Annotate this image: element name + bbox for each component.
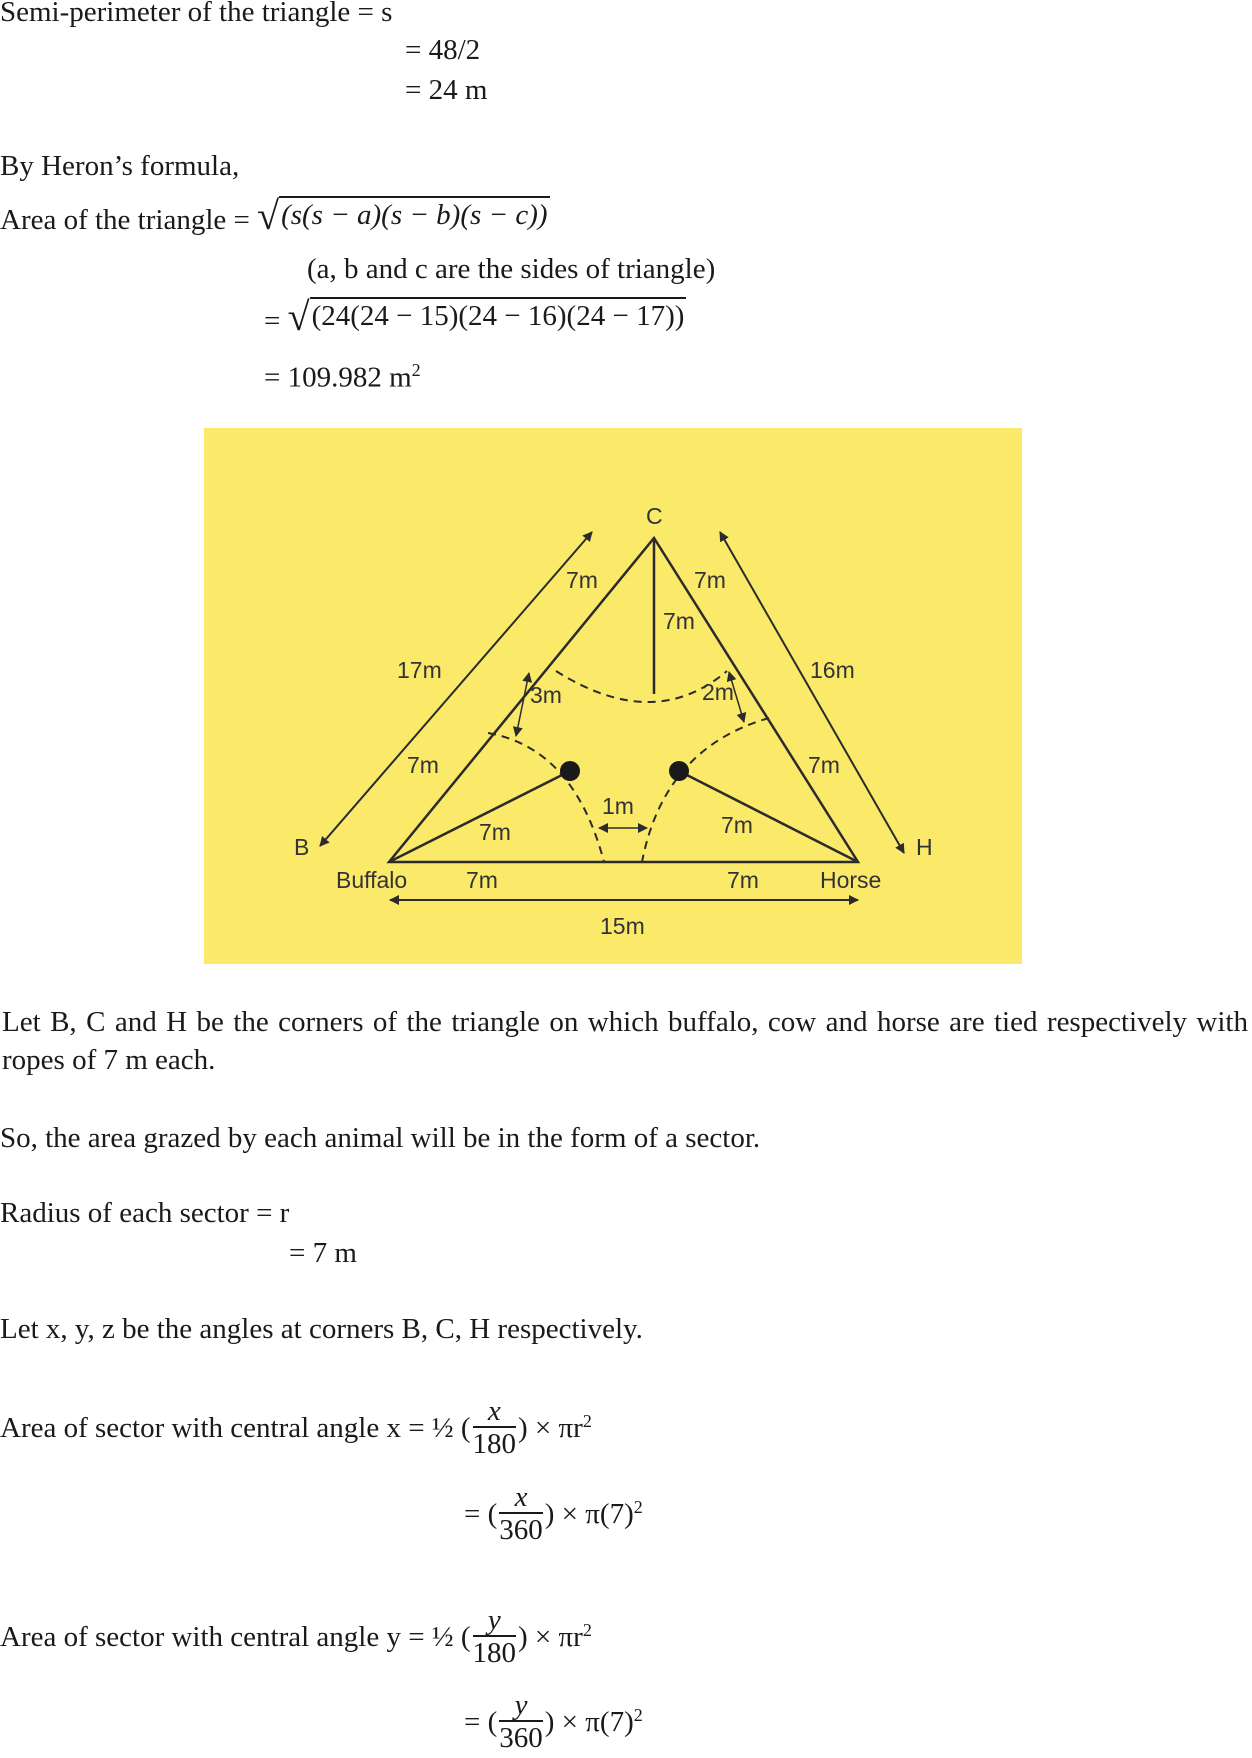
area-result — [264, 353, 421, 395]
sector-x2-tail: ) × π(7) — [544, 1498, 634, 1530]
label-c-vertical: 7m — [663, 608, 695, 634]
sector-y2-exponent: 2 — [633, 1705, 643, 1725]
label-ch-lower: 7m — [808, 752, 840, 778]
label-gap: 1m — [602, 793, 634, 819]
sector-y2-fraction — [499, 1690, 543, 1754]
label-h: H — [916, 834, 933, 860]
sector-y-numerator: y — [473, 1605, 517, 1637]
area-formula: (s(s − a)(s − b)(s − c)) — [279, 196, 549, 236]
sector-y2-numerator: y — [499, 1690, 543, 1722]
area-eq-prefix: = — [264, 305, 281, 337]
angles-line: Let x, y, z be the angles at corners B, C, H respectively. — [0, 1313, 643, 1345]
sqrt-formula — [257, 193, 549, 238]
sector-y-line — [0, 1603, 592, 1671]
label-h-rope: 7m — [721, 812, 753, 838]
semi-perimeter-line: Semi-perimeter of the triangle = s — [0, 0, 393, 28]
sector-y2-tail: ) × π(7) — [544, 1706, 634, 1738]
sector-x-line — [0, 1394, 592, 1462]
let-bch-paragraph: Let B, C and H be the corners of the triangle on which buffalo, cow and horse are tied respectively with ropes of 7 m each. — [2, 1006, 1248, 1076]
sector-x-fraction — [473, 1396, 517, 1460]
radius-value: = 7 m — [289, 1237, 357, 1269]
area-substitution-line — [264, 294, 686, 339]
label-b-rope: 7m — [479, 819, 511, 845]
label-base: 15m — [600, 913, 645, 939]
sector-x-exponent: 2 — [582, 1411, 592, 1431]
area-result-exponent: 2 — [411, 360, 421, 380]
sector-x-numerator: x — [473, 1396, 517, 1428]
area-substitution: (24(24 − 15)(24 − 16)(24 − 17)) — [310, 297, 687, 337]
area-result-text: = 109.982 m — [264, 361, 412, 394]
label-d3: 3m — [530, 682, 562, 708]
label-ch-top: 7m — [694, 567, 726, 593]
sides-note: (a, b and c are the sides of triangle) — [307, 253, 716, 285]
grazing-diagram — [204, 428, 1022, 964]
radius-label: Radius of each sector = r — [0, 1197, 290, 1229]
label-horse: Horse — [820, 867, 882, 893]
sqrt-substitution — [287, 294, 687, 339]
sector-x-tail: ) × πr — [518, 1412, 583, 1444]
label-buffalo: Buffalo — [336, 867, 408, 893]
buffalo-point — [560, 761, 580, 781]
label-c: C — [646, 503, 663, 529]
diagram-background — [204, 428, 1022, 964]
sector-y-label: Area of sector with central angle y = ½ ( — [0, 1621, 471, 1653]
label-base-right: 7m — [727, 867, 759, 893]
sector-y2-denominator: 360 — [499, 1722, 543, 1754]
sector-y-tail: ) × πr — [518, 1621, 583, 1653]
area-label: Area of the triangle = — [0, 204, 250, 236]
sqrt-icon: √ — [257, 193, 280, 238]
label-b: B — [294, 834, 310, 860]
sector-x2-denominator: 360 — [499, 1514, 543, 1546]
label-bc-side: 17m — [397, 657, 442, 683]
sector-x2-prefix: = ( — [464, 1498, 498, 1530]
sector-y2-line — [464, 1688, 643, 1756]
sector-x2-fraction — [499, 1482, 543, 1546]
sector-x2-line — [464, 1480, 643, 1548]
sector-x-denominator: 180 — [472, 1428, 516, 1460]
sector-x2-numerator: x — [499, 1482, 543, 1514]
sector-y-fraction — [473, 1605, 517, 1669]
label-ab-top: 7m — [566, 567, 598, 593]
herons-intro: By Heron’s formula, — [0, 150, 240, 182]
sector-x-label: Area of sector with central angle x = ½ ( — [0, 1412, 471, 1444]
sector-y2-prefix: = ( — [464, 1706, 498, 1738]
label-ch-side: 16m — [810, 657, 855, 683]
sector-x2-exponent: 2 — [633, 1497, 643, 1517]
semi-perimeter-step2: = 24 m — [405, 74, 488, 106]
semi-perimeter-step1: = 48/2 — [405, 34, 481, 66]
area-formula-line — [0, 193, 550, 238]
sector-y-denominator: 180 — [472, 1637, 516, 1669]
label-base-left: 7m — [466, 867, 498, 893]
label-d2: 2m — [702, 679, 734, 705]
sqrt-icon: √ — [287, 294, 310, 339]
sector-y-exponent: 2 — [582, 1620, 592, 1640]
horse-point — [669, 761, 689, 781]
label-bc-lower: 7m — [407, 752, 439, 778]
sector-form-line: So, the area grazed by each animal will be in the form of a sector. — [0, 1122, 761, 1154]
